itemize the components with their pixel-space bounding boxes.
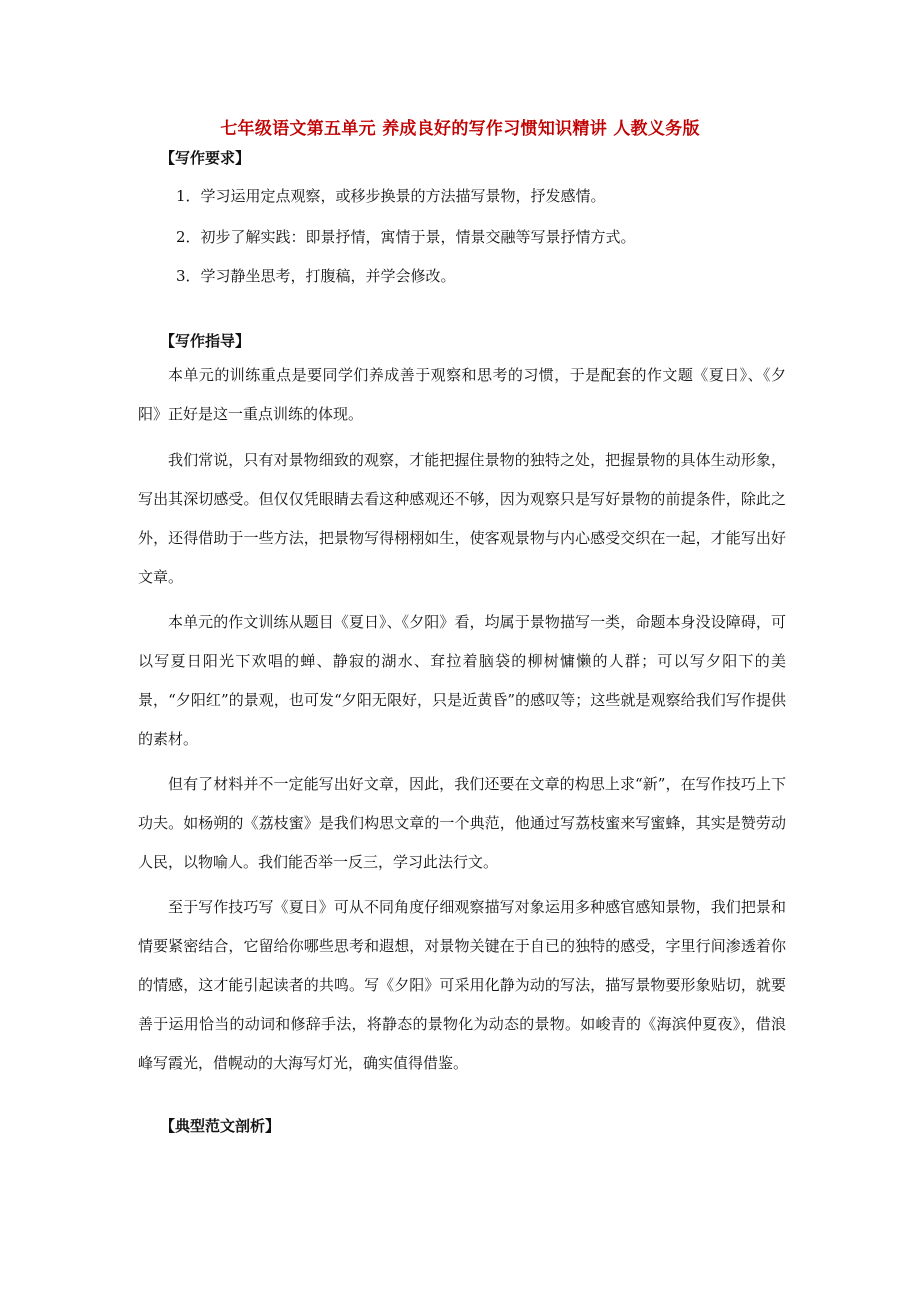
requirements-heading: 【写作要求】 [160,149,251,167]
guidance-paragraph-3: 本单元的作文训练从题目《夏日》、《夕阳》看，均属于景物描写一类，命题本身没设障碍，可以写夏日阳光下欢唱的蝉、静寂的湖水、耷拉着脑袋的柳树慵懒的人群；可以写夕阳下的美景，“夕阳红”的景观，也可发“夕阳无限好，只是近黄昏”的感叹等；这些就是观察给我们写作提供的素材。 [138,613,786,748]
requirement-item-1: 1．学习运用定点观察，或移步换景的方法描写景物，抒发感情。 [176,187,606,205]
guidance-paragraph-5: 至于写作技巧写《夏日》可从不同角度仔细观察描写对象运用多种感官感知景物，我们把景和情要紧密结合，它留给你哪些思考和遐想，对景物关键在于自已的独特的感受，字里行间渗透着你的情感，这才能引起读者的共鸣。写《夕阳》可采用化静为动的写法，描写景物要形象贴切，就要善于运用恰当的动词和修辞手法，将静态的景物化为动态的景物。如峻青的《海滨仲夏夜》，借浪峰写霞光，借幌动的大海写灯光，确实值得借鉴。 [138,898,786,1072]
requirement-item-3: 3．学习静坐思考，打腹稿，并学会修改。 [176,267,456,285]
guidance-paragraph-4: 但有了材料并不一定能写出好文章，因此，我们还要在文章的构思上求“新”，在写作技巧上下功夫。如杨朔的《荔枝蜜》是我们构思文章的一个典范，他通过写荔枝蜜来写蜜蜂，其实是赞劳动人民，以物喻人。我们能否举一反三，学习此法行文。 [138,775,786,871]
document-title: 七年级语文第五单元 养成良好的写作习惯知识精讲 人教义务版 [220,119,700,139]
guidance-heading: 【写作指导】 [160,332,251,350]
guidance-paragraph-2: 我们常说，只有对景物细致的观察，才能把握住景物的独特之处，把握景物的具体生动形象，写出其深切感受。但仅仅凭眼睛去看这种感观还不够，因为观察只是写好景物的前提条件，除此之外，还得借助于一些方法，把景物写得栩栩如生，使客观景物与内心感受交织在一起，才能写出好文章。 [138,451,786,586]
guidance-paragraph-1: 本单元的训练重点是要同学们养成善于观察和思考的习惯，于是配套的作文题《夏日》、《夕阳》正好是这一重点训练的体现。 [138,366,786,423]
requirement-item-2: 2．初步了解实践：即景抒情，寓情于景，情景交融等写景抒情方式。 [176,228,636,246]
analysis-heading: 【典型范文剖析】 [160,1117,281,1135]
